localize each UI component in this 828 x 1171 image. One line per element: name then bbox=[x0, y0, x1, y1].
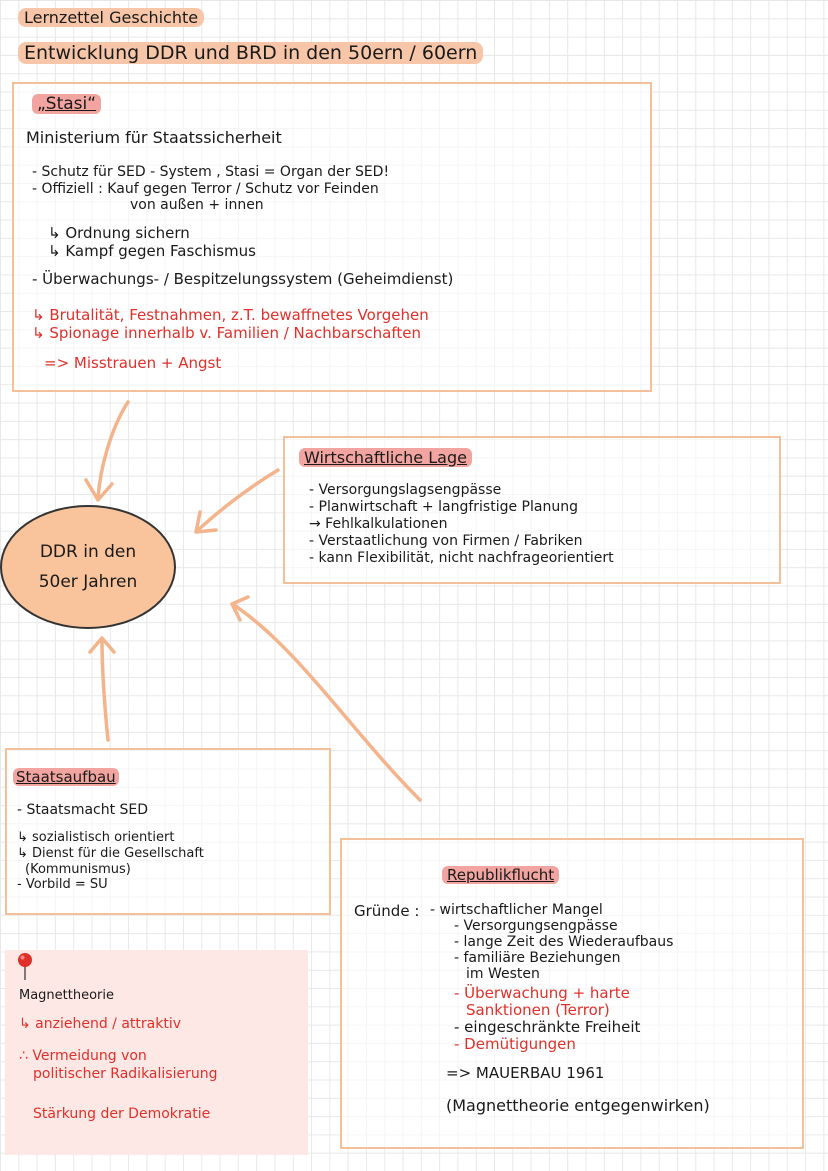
staatsaufbau-line: ↳ sozialistisch orientiert bbox=[17, 830, 175, 845]
stasi-line: ↳ Kampf gegen Faschismus bbox=[48, 242, 256, 260]
stasi-red-line: ↳ Spionage innerhalb v. Familien / Nachbarschaften bbox=[32, 324, 421, 342]
center-topic-line: 50er Jahren bbox=[38, 572, 138, 592]
pin-icon bbox=[16, 952, 34, 982]
republikflucht-red-line: - Überwachung + harte bbox=[454, 984, 630, 1002]
magnettheorie-line: ∴ Vermeidung von bbox=[19, 1048, 147, 1064]
page-title: Lernzettel Geschichte bbox=[18, 8, 204, 27]
magnettheorie-line: ↳ anziehend / attraktiv bbox=[19, 1016, 182, 1032]
mauerbau-line: => MAUERBAU 1961 bbox=[446, 1064, 605, 1082]
stasi-line: - Schutz für SED - System , Stasi = Organ der SED! bbox=[32, 164, 390, 180]
republikflucht-box bbox=[340, 838, 804, 1149]
wirtschaft-line: - kann Flexibilität, nicht nachfrageorientiert bbox=[309, 550, 614, 566]
republikflucht-line: - lange Zeit des Wiederaufbaus bbox=[454, 934, 674, 950]
republikflucht-line: im Westen bbox=[466, 966, 540, 982]
stasi-line: ↳ Ordnung sichern bbox=[48, 224, 190, 242]
stasi-line: von außen + innen bbox=[130, 197, 264, 213]
center-topic-ellipse bbox=[0, 505, 176, 629]
magnettheorie-box bbox=[5, 950, 308, 1155]
republikflucht-line: - eingeschränkte Freiheit bbox=[454, 1018, 641, 1036]
arrow-wirtschaft-to-center bbox=[196, 470, 278, 532]
staatsaufbau-line: - Vorbild = SU bbox=[17, 877, 108, 892]
arrow-staat-to-center bbox=[90, 638, 114, 740]
center-topic-line: DDR in den bbox=[39, 542, 137, 562]
magnettheorie-heading: Magnettheorie bbox=[19, 988, 115, 1003]
wirtschaft-line: - Planwirtschaft + langfristige Planung bbox=[309, 499, 578, 515]
magnettheorie-note: (Magnettheorie entgegenwirken) bbox=[446, 1096, 710, 1115]
wirtschaft-line: → Fehlkalkulationen bbox=[309, 516, 448, 532]
page-subtitle: Entwicklung DDR und BRD in den 50ern / 60ern bbox=[18, 42, 483, 64]
republikflucht-heading: Republikflucht bbox=[442, 866, 559, 884]
magnettheorie-line: Stärkung der Demokratie bbox=[33, 1106, 211, 1122]
staatsaufbau-line: (Kommunismus) bbox=[25, 862, 131, 877]
republikflucht-red-line: - Demütigungen bbox=[454, 1035, 576, 1053]
wirtschaft-line: - Versorgungslagsengpässe bbox=[309, 482, 502, 498]
reasons-label: Gründe : bbox=[354, 902, 420, 920]
republikflucht-line: - wirtschaftlicher Mangel bbox=[430, 902, 603, 918]
magnettheorie-line: politischer Radikalisierung bbox=[33, 1066, 218, 1082]
wirtschaft-line: - Verstaatlichung von Firmen / Fabriken bbox=[309, 533, 583, 549]
stasi-full-name: Ministerium für Staatssicherheit bbox=[26, 128, 282, 147]
stasi-conclusion: => Misstrauen + Angst bbox=[44, 354, 222, 372]
arrow-stasi-to-center bbox=[86, 402, 128, 500]
republikflucht-red-line: Sanktionen (Terror) bbox=[466, 1001, 610, 1019]
wirtschaft-heading: Wirtschaftliche Lage bbox=[299, 448, 472, 467]
stasi-heading: „Stasi“ bbox=[32, 94, 101, 114]
wirtschaft-box bbox=[283, 436, 781, 584]
stasi-line: - Offiziell : Kauf gegen Terror / Schutz vor Feinden bbox=[32, 181, 379, 197]
staatsaufbau-line: - Staatsmacht SED bbox=[17, 802, 149, 818]
republikflucht-line: - Versorgungsengpässe bbox=[454, 918, 618, 934]
staatsaufbau-line: ↳ Dienst für die Gesellschaft bbox=[17, 846, 204, 861]
staatsaufbau-heading: Staatsaufbau bbox=[13, 768, 119, 786]
staatsaufbau-box bbox=[5, 748, 331, 915]
republikflucht-line: - familiäre Beziehungen bbox=[454, 950, 621, 966]
stasi-line: - Überwachungs- / Bespitzelungssystem (Geheimdienst) bbox=[32, 270, 454, 288]
stasi-red-line: ↳ Brutalität, Festnahmen, z.T. bewaffnetes Vorgehen bbox=[32, 306, 429, 324]
